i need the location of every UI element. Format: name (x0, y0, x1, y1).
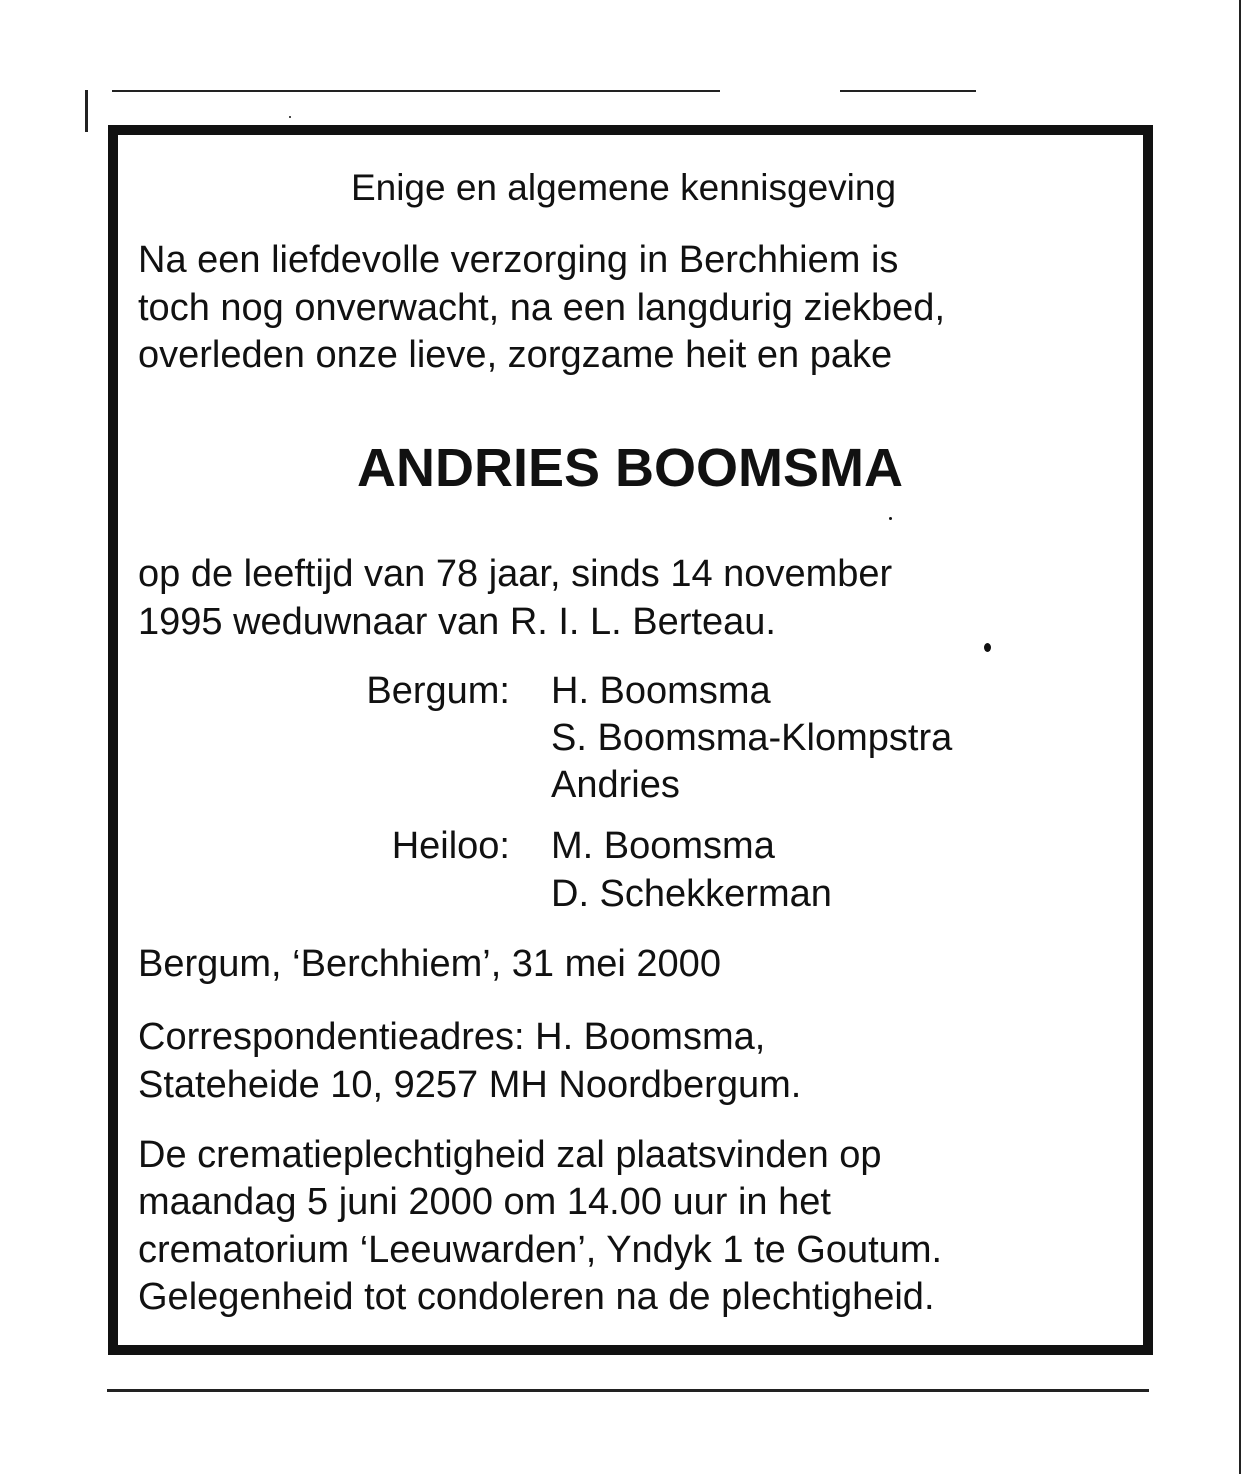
deceased-name: ANDRIES BOOMSMA (356, 438, 903, 498)
bottom-rule (107, 1389, 1149, 1392)
family-member: S. Boomsma-Klompstra (551, 717, 953, 759)
family-place: Bergum: (366, 670, 510, 712)
details-line: op de leeftijd van 78 jaar, sinds 14 november (138, 553, 893, 595)
ceremony-line: maandag 5 juni 2000 om 14.00 uur in het (138, 1181, 831, 1223)
print-speck (889, 517, 892, 520)
margin-mark (85, 90, 88, 132)
family-member: D. Schekkerman (551, 873, 832, 915)
intro-line: overleden onze lieve, zorgzame heit en pake (138, 334, 893, 376)
details-line: 1995 weduwnaar van R. I. L. Berteau. (138, 601, 776, 643)
notice-heading: Enige en algemene kennisgeving (350, 167, 897, 208)
top-rule-gap (720, 89, 840, 93)
intro-line: toch nog onverwacht, na een langdurig ziekbed, (138, 287, 945, 329)
family-place: Heiloo: (391, 825, 510, 867)
print-speck (289, 116, 291, 118)
ceremony-line: Gelegenheid tot condoleren na de plechtigheid. (138, 1276, 935, 1318)
correspondence-line: Correspondentieadres: H. Boomsma, (138, 1016, 766, 1058)
family-member: Andries (551, 764, 680, 806)
family-member: M. Boomsma (551, 825, 775, 867)
ceremony-line: crematorium ‘Leeuwarden’, Yndyk 1 te Goutum. (138, 1229, 943, 1271)
page-edge-line (1239, 0, 1241, 1474)
top-rule (112, 90, 976, 92)
correspondence-line: Stateheide 10, 9257 MH Noordbergum. (138, 1064, 802, 1106)
print-speck (984, 643, 991, 652)
family-member: H. Boomsma (551, 670, 771, 712)
place-date: Bergum, ‘Berchhiem’, 31 mei 2000 (138, 943, 721, 985)
ceremony-line: De crematieplechtigheid zal plaatsvinden op (138, 1134, 882, 1176)
intro-line: Na een liefdevolle verzorging in Berchhiem is (138, 239, 899, 281)
